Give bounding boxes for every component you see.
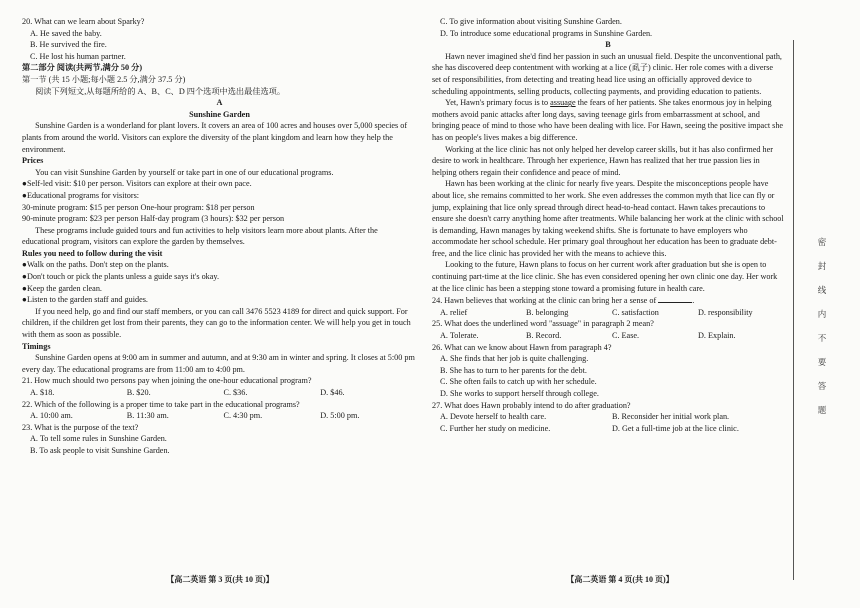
seal-char: 不 xyxy=(817,333,827,343)
seal-line-notice xyxy=(814,230,830,422)
price-line: 30-minute program: $15 per person One-hour program: $18 per person xyxy=(22,202,255,212)
page-footer-left: 【高二英语 第 3 页(共 10 页)】 xyxy=(166,575,274,584)
options-row xyxy=(432,307,784,319)
options-row xyxy=(432,411,784,423)
part-heading: 第二部分 阅读(共两节,满分 50 分) xyxy=(22,63,143,73)
paragraph: Hawn never imagined she'd find her passion in such an unusual field. Despite the unconventional path, she has discovered deep contentment with working at a lice (虱子) clinic. Her role comes with a diverse set of responsibilities, from detecting and treating head lice using an officially approved device to scheduling appointments, selling products, collecting payments, and providing education to patients. xyxy=(432,51,782,96)
passage-title: Sunshine Garden xyxy=(189,109,250,119)
option: D. Explain. xyxy=(698,331,736,341)
option: C. He lost his human partner. xyxy=(30,51,126,61)
section-heading: 第一节 (共 15 小题;每小题 2.5 分,满分 37.5 分) xyxy=(22,74,186,84)
text-run: the fears of her patients. She takes enormous joy in helping mothers avoid panic attacks after long days, saving teenage girls from embarrassment at school, and bringing peace of mind to those who have been dealing with lice. For Hawn, seeing the positive impact she has on people's lives makes a big difference. xyxy=(432,98,784,142)
option: A. relief xyxy=(440,307,468,317)
paragraph: If you need help, go and find our staff members, or you can call 3476 5523 4189 for direct and quick support. For children, if the children get lost from their parents, they can go to the information center. We will help you get in touch with them as soon as possible. xyxy=(22,306,411,340)
underlined-word: assuage xyxy=(550,98,576,108)
option: C. She often fails to catch up with her schedule. xyxy=(440,377,597,387)
option: D. 5:00 pm. xyxy=(320,411,360,421)
rule-item: ●Keep the garden clean. xyxy=(22,283,102,293)
option: B. 11:30 am. xyxy=(126,411,169,421)
option: B. $20. xyxy=(126,388,151,397)
option: B. Reconsider her initial work plan. xyxy=(612,412,730,422)
bullet-item: ●Educational programs for visitors: xyxy=(22,190,140,200)
left-column xyxy=(22,16,417,457)
question-25: 25. What does the underlined word "assuage" in paragraph 2 mean? xyxy=(432,319,654,329)
rule-item: ●Walk on the paths. Don't step on the plants. xyxy=(22,260,169,270)
option: A. He saved the baby. xyxy=(30,28,102,38)
seal-char: 要 xyxy=(817,357,827,367)
binding-line xyxy=(793,40,794,580)
text-run: Yet, Hawn's primary focus is to xyxy=(445,98,551,108)
option: C. $36. xyxy=(223,388,248,397)
option: C. Further her study on medicine. xyxy=(440,423,551,433)
price-line: 90-minute program: $23 per person Half-day program (3 hours): $32 per person xyxy=(22,214,285,224)
question-22: 22. Which of the following is a proper time to take part in the educational programs? xyxy=(22,399,300,409)
paragraph: Hawn has been working at the clinic for nearly five years. Despite the misconceptions people have about lice, she remains committed to her work. She even addresses the common myth that lice can fly or jump, explaining that lice only spread through direct head-to-head contact. Hawn takes precautions to ensure she doesn't carry anything home after treatments. While balancing her work at the clinic with school is demanding, Hawn manages by taking weekend shifts. She is fortunate to have employers who accommodate her school schedule. Her primary goal throughout her education has been to graduate debt-free, and the lice clinic has provided her with the means to achieve this. xyxy=(432,179,784,258)
seal-char: 封 xyxy=(817,261,827,271)
option: A. $18. xyxy=(30,388,55,397)
option: B. She has to turn to her parents for the debt. xyxy=(440,365,587,375)
rule-item: ●Don't touch or pick the plants unless a guide says it's okay. xyxy=(22,272,220,282)
seal-char: 线 xyxy=(817,285,827,295)
option: D. She works to support herself through college. xyxy=(440,389,599,398)
option: B. He survived the fire. xyxy=(30,40,107,50)
options-row xyxy=(432,330,784,342)
right-column xyxy=(432,16,784,434)
options-row xyxy=(22,387,417,399)
question-26: 26. What can we know about Hawn from paragraph 4? xyxy=(432,342,612,352)
option: D. Get a full-time job at the lice clinic. xyxy=(612,423,739,433)
subheading-rules: Rules you need to follow during the visit xyxy=(22,248,163,258)
answer-blank xyxy=(658,294,695,306)
subheading-timings: Timings xyxy=(22,341,51,351)
question-21: 21. How much should two persons pay when joining the one-hour educational program? xyxy=(22,376,312,386)
paragraph: Sunshine Garden opens at 9:00 am in summer and autumn, and at 9:30 am in winter and spring. It closes at 5:00 pm every day. The educational programs are from 11:00 am to 4:00 pm. xyxy=(22,353,415,374)
page-footer-right: 【高二英语 第 4 页(共 10 页)】 xyxy=(566,575,674,584)
option: A. 10:00 am. xyxy=(30,411,73,421)
option: B. Record. xyxy=(526,331,562,341)
subheading-prices: Prices xyxy=(22,156,44,166)
paragraph: Working at the lice clinic has not only helped her develop career skills, but it has also confirmed her desire to work in healthcare. Through her experience, Hawn has realized that her true passion lies in helping others regain their confidence and peace of mind. xyxy=(432,144,773,177)
seal-char: 内 xyxy=(817,309,827,319)
seal-char: 答 xyxy=(817,381,827,391)
paragraph: Looking to the future, Hawn plans to focus on her current work after graduation but she is open to continuing part-time at the lice clinic. She has even considered opening her own clinic one day. Her work at the lice clinic has been a stepping stone toward a promising future in health care. xyxy=(432,260,778,293)
passage-letter: A xyxy=(216,98,223,108)
option: D. responsibility xyxy=(698,307,753,317)
option: C. 4:30 pm. xyxy=(223,411,263,421)
question-23: 23. What is the purpose of the text? xyxy=(22,422,139,432)
question-27: 27. What does Hawn probably intend to do after graduation? xyxy=(432,400,631,410)
options-row xyxy=(432,423,784,435)
option: D. To introduce some educational programs in Sunshine Garden. xyxy=(440,28,653,38)
paragraph-2 xyxy=(432,97,784,143)
question-text: 24. Hawn believes that working at the clinic can bring her a sense of xyxy=(432,296,657,306)
option: C. To give information about visiting Sunshine Garden. xyxy=(440,17,622,26)
seal-char: 密 xyxy=(817,237,827,247)
option: A. Tolerate. xyxy=(440,331,479,341)
option: B. To ask people to visit Sunshine Garden. xyxy=(30,445,170,455)
instructions: 阅读下列短文,从每题所给的 A、B、C、D 四个选项中选出最佳选项。 xyxy=(35,86,286,96)
option: C. satisfaction xyxy=(612,307,659,317)
paragraph: Sunshine Garden is a wonderland for plant lovers. It covers an area of 100 acres and houses over 5,000 species of plants from around the world. Visitors can explore the diversity of the plant kingdom and learn how they help the environment. xyxy=(22,121,408,154)
options-row xyxy=(22,410,417,422)
option: A. To tell some rules in Sunshine Garden. xyxy=(30,434,167,444)
option: C. Ease. xyxy=(612,331,640,341)
question-20: 20. What can we learn about Sparky? xyxy=(22,17,145,26)
punctuation: . xyxy=(692,296,695,306)
seal-char: 题 xyxy=(817,405,827,415)
paragraph: These programs include guided tours and fun activities to help visitors learn more about plants. After the educational program, visitors can explore the garden by themselves. xyxy=(22,225,378,247)
paragraph: You can visit Sunshine Garden by yourself or take part in one of our educational programs. xyxy=(35,167,334,177)
bullet-item: ●Self-led visit: $10 per person. Visitors can explore at their own pace. xyxy=(22,179,252,189)
option: B. belonging xyxy=(526,307,569,317)
option: A. Devote herself to health care. xyxy=(440,412,547,422)
option: A. She finds that her job is quite challenging. xyxy=(440,354,589,364)
question-24 xyxy=(432,294,784,307)
passage-letter: B xyxy=(605,40,611,50)
option: D. $46. xyxy=(320,388,345,397)
rule-item: ●Listen to the garden staff and guides. xyxy=(22,295,148,305)
